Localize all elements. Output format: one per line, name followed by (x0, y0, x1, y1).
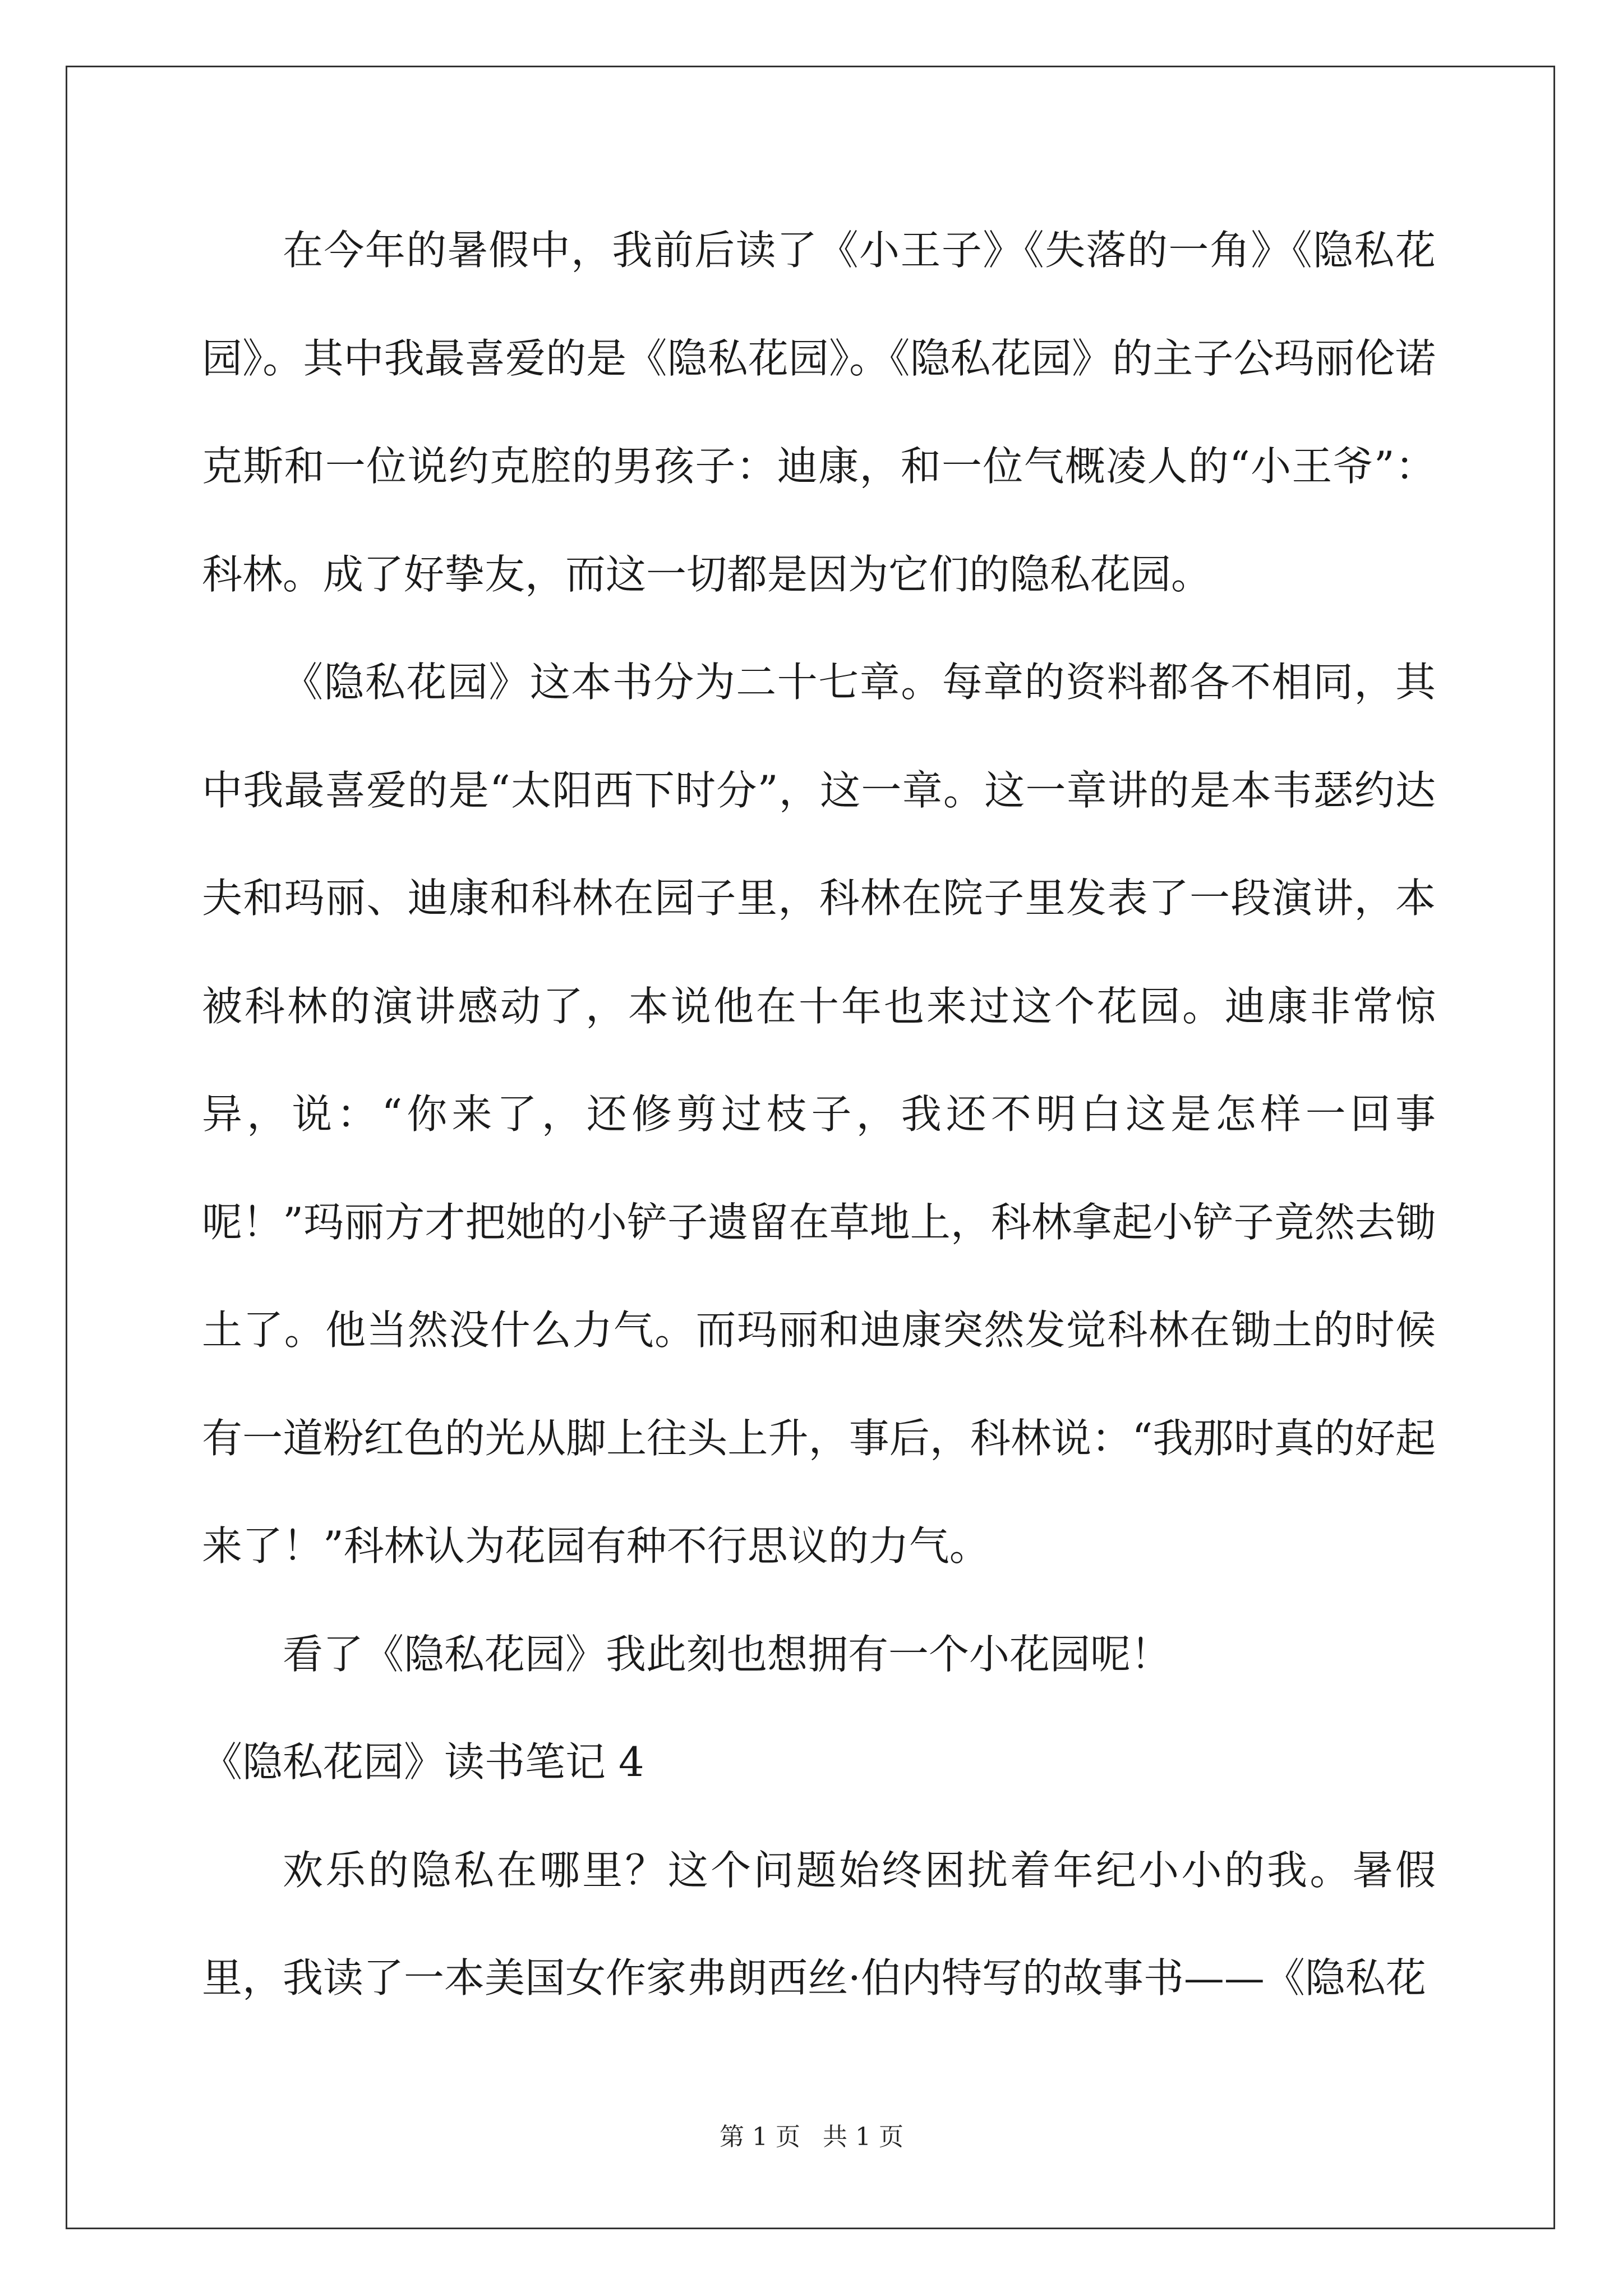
document-body (202, 196, 1436, 2032)
paragraph-1: 在今年的暑假中，我前后读了《小王子》《失落的一角》《隐私花园》。其中我最喜爱的是《隐私花园》。《隐私花园》的主子公玛丽伦诺克斯和一位说约克腔的男孩子：迪康，和一位气概凌人的“小王爷”：科林。成了好挚友，而这一切都是因为它们的隐私花园。 (202, 227, 1436, 598)
paragraph-2: 《隐私花园》这本书分为二十七章。每章的资料都各不相同，其中我最喜爱的是“太阳西下时分”，这一章。这一章讲的是本韦瑟约达夫和玛丽、迪康和科林在园子里，科林在院子里发表了一段演讲，本被科林的演讲感动了，本说他在十年也来过这个花园。迪康非常惊异，说：“你来了，还修剪过枝子，我还不明白这是怎样一回事呢！”玛丽方才把她的小铲子遗留在草地上，科林拿起小铲子竟然去锄土了。他当然没什么力气。而玛丽和迪康突然发觉科林在锄土的时候有一道粉红色的光从脚上往头上升，事后，科林说：“我那时真的好起来了！”科林认为花园有种不行思议的力气。 (202, 659, 1436, 1570)
section-heading: 《隐私花园》读书笔记 4 (202, 1738, 644, 1786)
paragraph-3: 看了《隐私花园》我此刻也想拥有一个小花园呢！ (283, 1630, 1172, 1678)
page-footer (0, 2120, 1623, 2154)
page-number: 第 1 页 (720, 2123, 800, 2151)
page-total: 共 1 页 (823, 2123, 903, 2151)
paragraph-4: 欢乐的隐私在哪里？这个问题始终困扰着年纪小小的我。暑假里，我读了一本美国女作家弗朗西丝·伯内特写的故事书——《隐私花 (202, 1846, 1436, 2001)
